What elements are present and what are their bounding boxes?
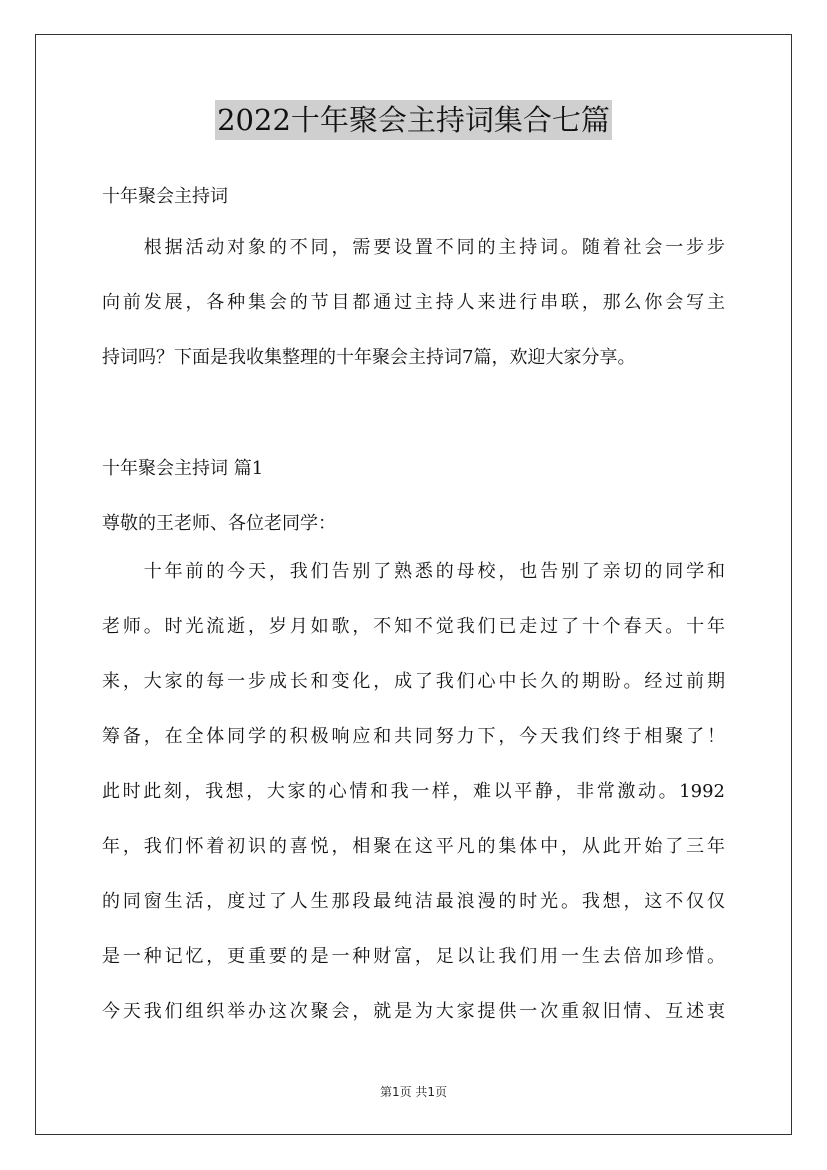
section-heading: 十年聚会主持词 篇1: [102, 458, 264, 479]
document-title: 2022十年聚会主持词集合七篇: [215, 100, 612, 140]
intro-line: 根据活动对象的不同，需要设置不同的主持词。随着社会一步步: [102, 237, 725, 258]
body-line: 年，我们怀着初识的喜悦，相聚在这平凡的集体中，从此开始了三年: [102, 836, 725, 857]
body-line: 是一种记忆，更重要的是一种财富，足以让我们用一生去倍加珍惜。: [102, 946, 725, 967]
body-line: 此时此刻，我想，大家的心情和我一样，难以平静，非常激动。1992: [102, 781, 725, 802]
title-container: [0, 100, 827, 140]
intro-line: 持词吗？下面是我收集整理的十年聚会主持词7篇，欢迎大家分享。: [102, 347, 636, 368]
body-line: 筹备，在全体同学的积极响应和共同努力下，今天我们终于相聚了！: [102, 726, 725, 747]
body-line: 今天我们组织举办这次聚会，就是为大家提供一次重叙旧情、互述衷: [102, 1001, 725, 1022]
salutation: 尊敬的王老师、各位老同学：: [102, 513, 336, 534]
body-paragraph: [102, 544, 725, 1039]
body-line: 来，大家的每一步成长和变化，成了我们心中长久的期盼。经过前期: [102, 671, 725, 692]
body-line: 老师。时光流逝，岁月如歌，不知不觉我们已走过了十个春天。十年: [102, 616, 725, 637]
page-footer: 第1页 共1页: [379, 1085, 448, 1099]
intro-paragraph: [102, 220, 725, 385]
body-line: 十年前的今天，我们告别了熟悉的母校，也告别了亲切的同学和: [102, 561, 725, 582]
intro-line: 向前发展，各种集会的节目都通过主持人来进行串联，那么你会写主: [102, 292, 725, 313]
heading-main: 十年聚会主持词: [102, 186, 228, 207]
body-line: 的同窗生活，度过了人生那段最纯洁最浪漫的时光。我想，这不仅仅: [102, 891, 725, 912]
